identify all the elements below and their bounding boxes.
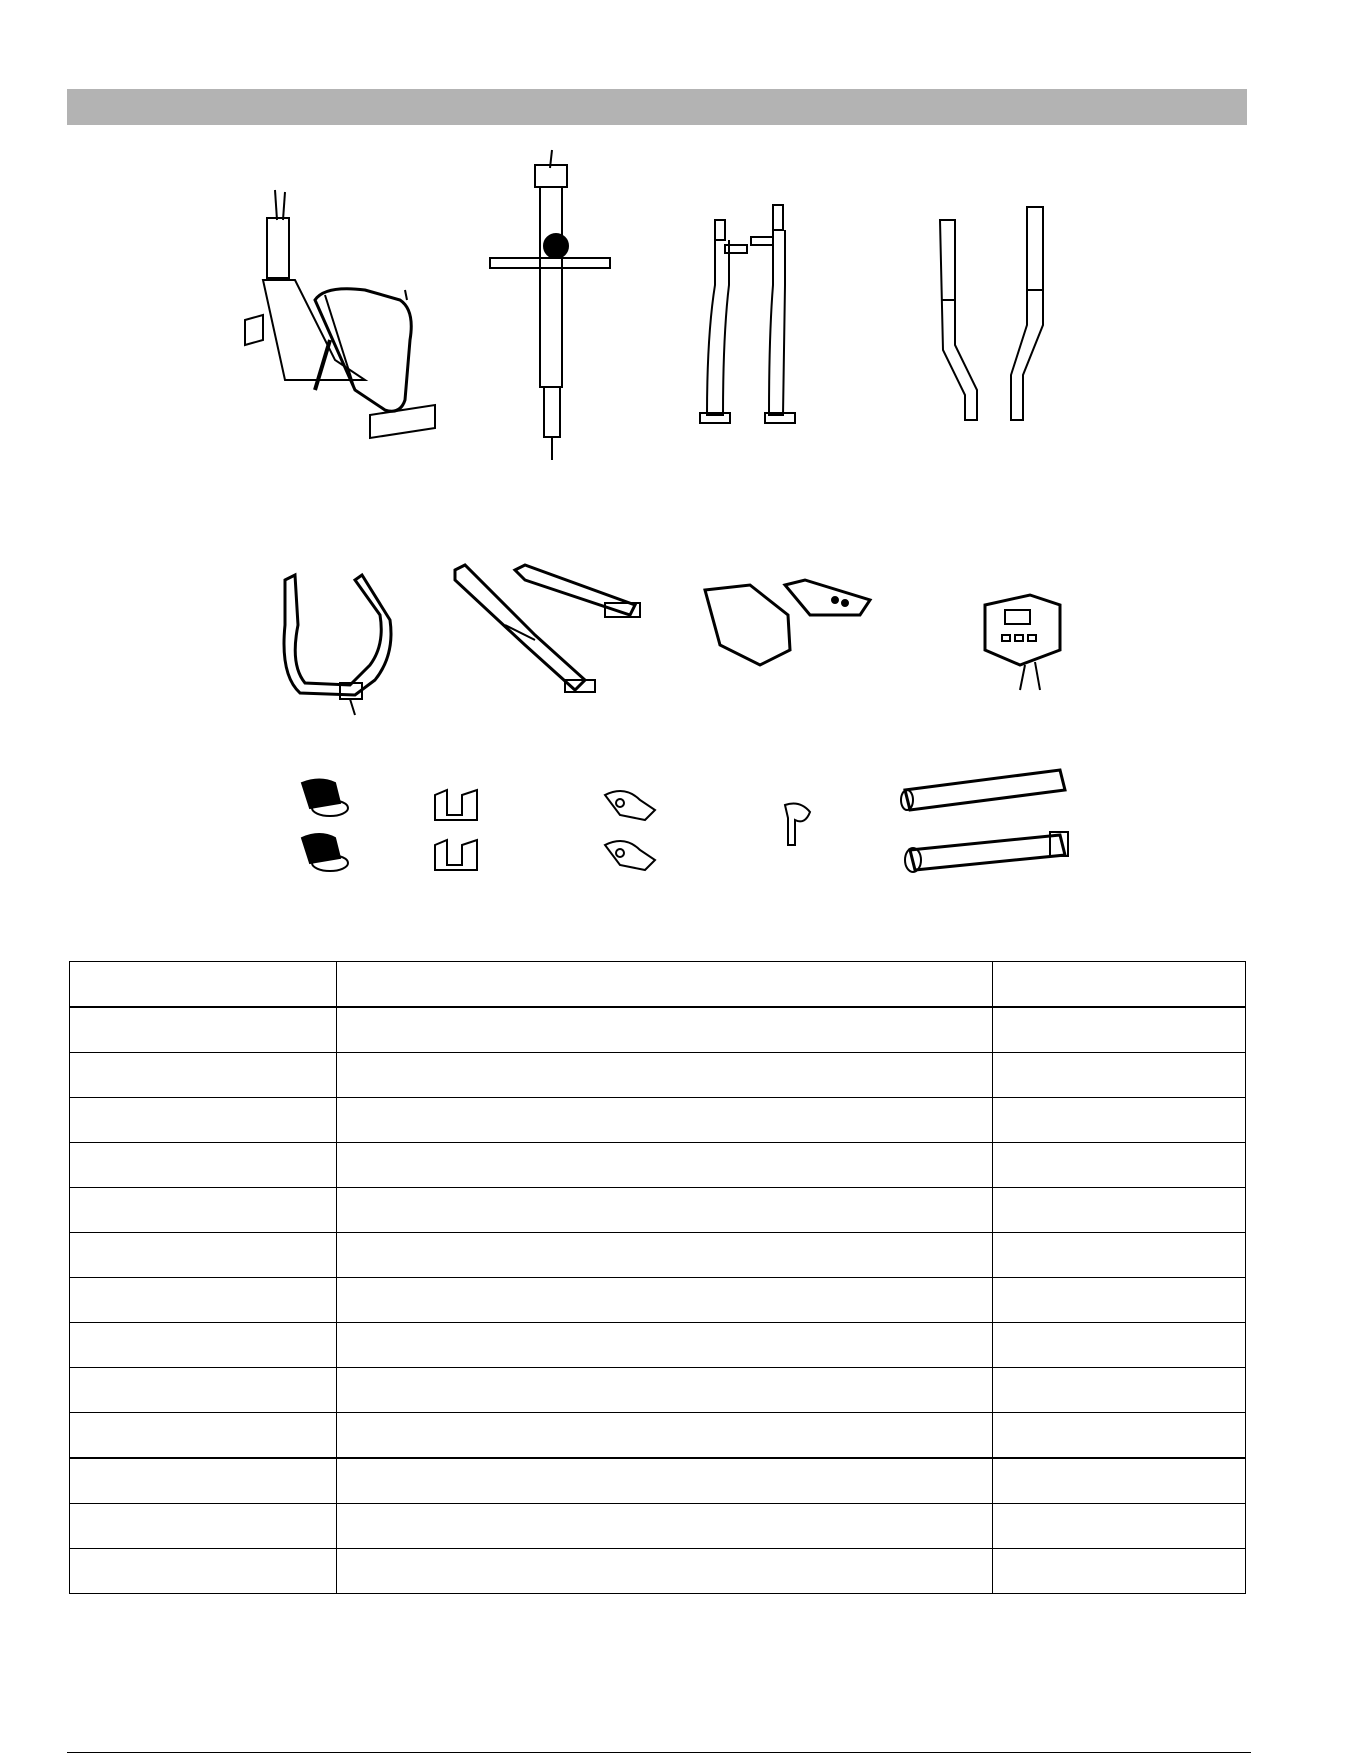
table-cell [337,1053,993,1098]
table-cell [70,1368,337,1413]
hook-bracket-illustration [780,800,815,850]
table-header-cell [993,962,1246,1008]
table-row [70,1368,1246,1413]
table-row [70,1233,1246,1278]
table-cell [993,1053,1246,1098]
table-cell [337,1007,993,1053]
table-cell [993,1278,1246,1323]
table-header-cell [70,962,337,1008]
table-cell [70,1007,337,1053]
table-cell [70,1233,337,1278]
table-row [70,1098,1246,1143]
table-cell [337,1504,993,1549]
table-cell [993,1188,1246,1233]
table-cell [993,1368,1246,1413]
table-cell [70,1143,337,1188]
table-cell [993,1549,1246,1594]
table-cell [70,1098,337,1143]
crossbar-pair-illustration [895,760,1075,875]
table-cell [993,1098,1246,1143]
main-frame-illustration [245,190,445,450]
table-row [70,1323,1246,1368]
console-illustration [980,590,1075,690]
table-cell [337,1413,993,1459]
table-cell [993,1007,1246,1053]
footer-rule [67,1752,1251,1753]
table-cell [993,1413,1246,1459]
table-cell [70,1323,337,1368]
stabilizer-rail-illustration [455,565,655,695]
table-row [70,1504,1246,1549]
table-header-cell [337,962,993,1008]
table-row [70,1549,1246,1594]
table-cell [337,1549,993,1594]
table-cell [993,1143,1246,1188]
table-header-row [70,962,1246,1008]
table-cell [70,1504,337,1549]
table-cell [993,1323,1246,1368]
front-post-illustration [490,150,615,470]
section-header-bar [67,89,1247,125]
parts-list-table [69,961,1246,1594]
bracket-pair-illustration [432,790,482,875]
table-row [70,1413,1246,1459]
pivot-bracket-pair-illustration [600,785,660,880]
upper-arm-pair-illustration [935,205,1055,430]
table-cell [337,1458,993,1504]
table-cell [337,1233,993,1278]
pedal-pair-illustration [700,575,870,670]
table-cell [337,1323,993,1368]
table-cell [70,1458,337,1504]
table-cell [337,1143,993,1188]
table-cell [70,1413,337,1459]
table-cell [337,1278,993,1323]
lower-arm-pair-illustration [695,205,810,430]
table-cell [337,1098,993,1143]
table-row [70,1458,1246,1504]
table-cell [993,1504,1246,1549]
clamp-pair-a-illustration [300,778,360,873]
table-cell [993,1458,1246,1504]
table-row [70,1278,1246,1323]
table-cell [70,1188,337,1233]
table-row [70,1143,1246,1188]
table-row [70,1007,1246,1053]
table-cell [70,1549,337,1594]
table-cell [337,1188,993,1233]
table-row [70,1188,1246,1233]
table-cell [70,1053,337,1098]
table-cell [993,1233,1246,1278]
handlebar-illustration [280,565,400,715]
table-cell [337,1368,993,1413]
table-cell [70,1278,337,1323]
table-row [70,1053,1246,1098]
